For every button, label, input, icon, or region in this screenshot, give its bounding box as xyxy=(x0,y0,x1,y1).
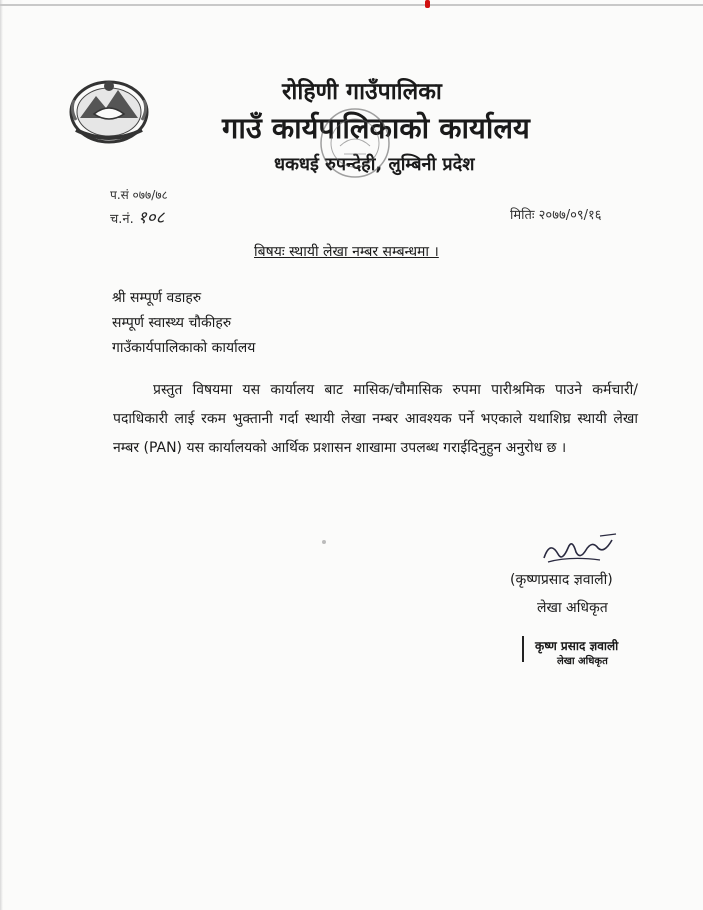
dispatch-number-value: १०८ xyxy=(137,208,165,228)
signatory-name: (कृष्णप्रसाद ज्ञवाली) xyxy=(510,572,613,588)
nepal-emblem-icon xyxy=(66,74,152,146)
scan-top-line xyxy=(0,4,703,6)
letter-body: प्रस्तुत विषयमा यस कार्यालय बाट मासिक/चौमासिक रुपमा पारीश्रमिक पाउने कर्मचारी/पदाधिकारी लाई रकम भुक्तानी गर्दा स्थायी लेखा नम्बर आवश्यक पर्ने भएकाले यथाशिघ्र स्थायी लेखा नम्बर (PAN) यस कार्यालयको आर्थिक प्रशासन शाखामा उपलब्ध गराईदिनुहुन अनुरोध छ । xyxy=(113,382,638,456)
name-stamp-bar xyxy=(522,636,524,662)
municipality-name: रोहिणी गाउँपालिका xyxy=(282,79,442,105)
scan-edge-shadow xyxy=(0,0,3,910)
red-mark xyxy=(425,0,430,8)
letter-date: मितिः २०७७/०९/१६ xyxy=(510,208,602,223)
recipient-line: सम्पूर्ण स्वास्थ्य चौकीहरु xyxy=(112,315,232,331)
office-name: गाउँ कार्यपालिकाको कार्यालय xyxy=(222,111,530,145)
letter-number: प.सं ०७७/७८ xyxy=(110,188,168,202)
scan-speck xyxy=(322,540,326,544)
name-stamp-name: कृष्ण प्रसाद ज्ञवाली xyxy=(535,639,619,653)
recipient-line: गाउँकार्यपालिकाको कार्यालय xyxy=(112,340,256,356)
signatory-title: लेखा अधिकृत xyxy=(537,600,608,616)
recipient-line: श्री सम्पूर्ण वडाहरु xyxy=(112,290,202,306)
name-stamp-title: लेखा अधिकृत xyxy=(557,656,608,667)
handwritten-signature xyxy=(540,530,620,570)
office-seal-stamp xyxy=(318,106,392,180)
dispatch-number-label: च.नं. xyxy=(110,212,134,227)
letter-subject: बिषयः स्थायी लेखा नम्बर सम्बन्धमा । xyxy=(254,244,439,260)
dispatch-number xyxy=(110,205,164,228)
office-location: धकधई रुपन्देही, लुम्बिनी प्रदेश xyxy=(274,154,475,175)
